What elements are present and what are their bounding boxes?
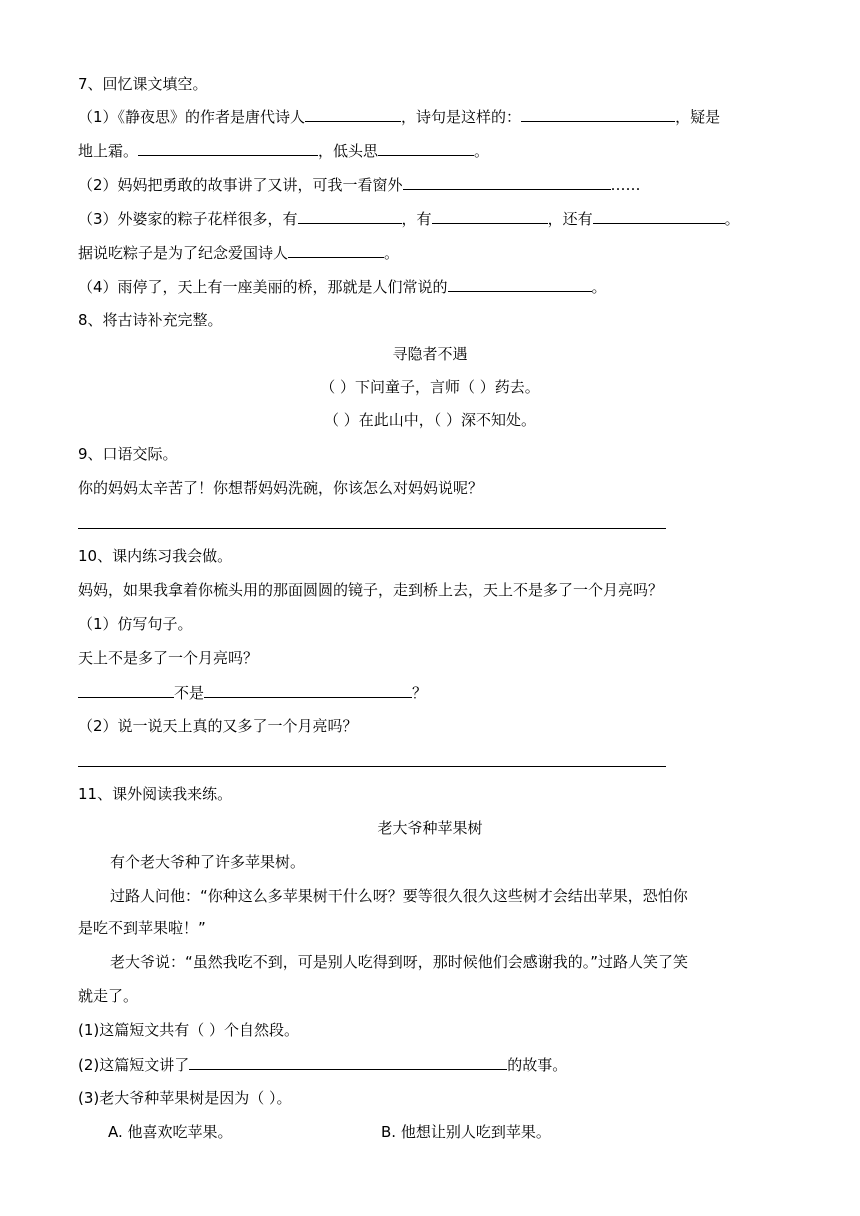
q11-question1: (1)这篇短文共有（ ）个自然段。 <box>78 1021 300 1039</box>
blank-poem-line3[interactable] <box>138 140 318 156</box>
blank-poem-line4[interactable] <box>378 140 474 156</box>
q7-s3a: （3）外婆家的粽子花样很多，有 <box>78 210 298 228</box>
q7-s2a: （2）妈妈把勇敢的故事讲了又讲，可我一看窗外 <box>78 176 403 194</box>
story-title: 老大爷种苹果树 <box>377 819 483 837</box>
q10-fill-mid: 不是 <box>174 684 205 702</box>
blank-story-summary[interactable] <box>189 1054 507 1070</box>
q10-fill-line <box>78 682 427 703</box>
blank-bridge[interactable] <box>448 276 592 292</box>
q7-s4a: （4）雨停了，天上有一座美丽的桥，那就是人们常说的 <box>78 278 448 296</box>
q7-s4b: 。 <box>591 278 607 296</box>
story-p3b: 就走了。 <box>78 987 139 1005</box>
q9-prompt: 你的妈妈太辛苦了！你想帮妈妈洗碗，你该怎么对妈妈说呢？ <box>78 479 484 497</box>
q10-answer-line[interactable] <box>78 766 666 767</box>
q7-title: 7、回忆课文填空。 <box>78 75 208 93</box>
q10-title: 10、课内练习我会做。 <box>78 547 233 565</box>
q11-title: 11、课外阅读我来练。 <box>78 785 233 803</box>
blank-zongzi-3[interactable] <box>593 208 725 224</box>
q7-s1d: 地上霜。 <box>78 142 139 160</box>
q7-s1b: ，诗句是这样的： <box>401 108 522 126</box>
q10-example: 天上不是多了一个月亮吗？ <box>78 649 259 667</box>
q10-text: 妈妈，如果我拿着你梳头用的那面圆圆的镜子，走到桥上去，天上不是多了一个月亮吗？ <box>78 581 664 599</box>
story-p1: 有个老大爷种了许多苹果树。 <box>110 853 306 871</box>
option-a[interactable]: A. 他喜欢吃苹果。 <box>108 1123 233 1141</box>
q7-s2b: …… <box>610 176 641 194</box>
q11-qa2b: 的故事。 <box>507 1056 568 1074</box>
blank-imitate-1[interactable] <box>78 682 174 698</box>
q7-line3 <box>78 174 641 195</box>
q10-sub1: （1）仿写句子。 <box>78 615 193 633</box>
poem-line2: （ ）在此山中，（ ）深不知处。 <box>323 411 537 429</box>
blank-poet[interactable] <box>305 106 401 122</box>
q7-s1a: （1）《静夜思》的作者是唐代诗人 <box>78 108 306 126</box>
blank-imitate-2[interactable] <box>204 682 412 698</box>
story-p3a: 老大爷说：“虽然我吃不到，可是别人吃得到呀，那时候他们会感谢我的。”过路人笑了笑 <box>110 953 689 971</box>
blank-zongzi-1[interactable] <box>298 208 402 224</box>
q9-answer-line[interactable] <box>78 528 666 529</box>
q11-question2 <box>78 1054 567 1075</box>
blank-poem-line1[interactable] <box>521 106 675 122</box>
q11-question3: (3)老大爷种苹果树是因为（ ）。 <box>78 1089 292 1107</box>
story-p2a: 过路人问他：“你种这么多苹果树干什么呀？要等很久很久这些树才会结出苹果，恐怕你 <box>110 887 688 905</box>
option-b[interactable]: B. 他想让别人吃到苹果。 <box>381 1123 551 1141</box>
blank-window[interactable] <box>403 174 611 190</box>
q7-s3b: ，有 <box>401 210 432 228</box>
q11-qa2a: (2)这篇短文讲了 <box>78 1056 190 1074</box>
q8-title: 8、将古诗补充完整。 <box>78 311 223 329</box>
story-p2b: 是吃不到苹果啦！” <box>78 919 206 937</box>
q7-line1 <box>78 106 720 127</box>
q7-s3f: 。 <box>384 244 400 262</box>
q7-s3e: 据说吃粽子是为了纪念爱国诗人 <box>78 244 289 262</box>
q7-s1e: ，低头思 <box>318 142 379 160</box>
blank-patriot-poet[interactable] <box>288 242 384 258</box>
q7-line4 <box>78 208 740 229</box>
q10-sub2: （2）说一说天上真的又多了一个月亮吗？ <box>78 717 358 735</box>
q7-line6 <box>78 276 607 297</box>
q9-title: 9、口语交际。 <box>78 445 178 463</box>
blank-zongzi-2[interactable] <box>432 208 548 224</box>
q7-s1f: 。 <box>474 142 490 160</box>
poem-line1: （ ）下问童子，言师（ ）药去。 <box>320 378 540 396</box>
poem-title: 寻隐者不遇 <box>392 345 468 363</box>
q7-line2 <box>78 140 489 161</box>
q7-s3c: ，还有 <box>547 210 593 228</box>
q10-fill-end: ？ <box>412 684 428 702</box>
q7-s1c: ，疑是 <box>675 108 721 126</box>
q7-s3d: 。 <box>724 210 740 228</box>
q7-line5 <box>78 242 399 263</box>
